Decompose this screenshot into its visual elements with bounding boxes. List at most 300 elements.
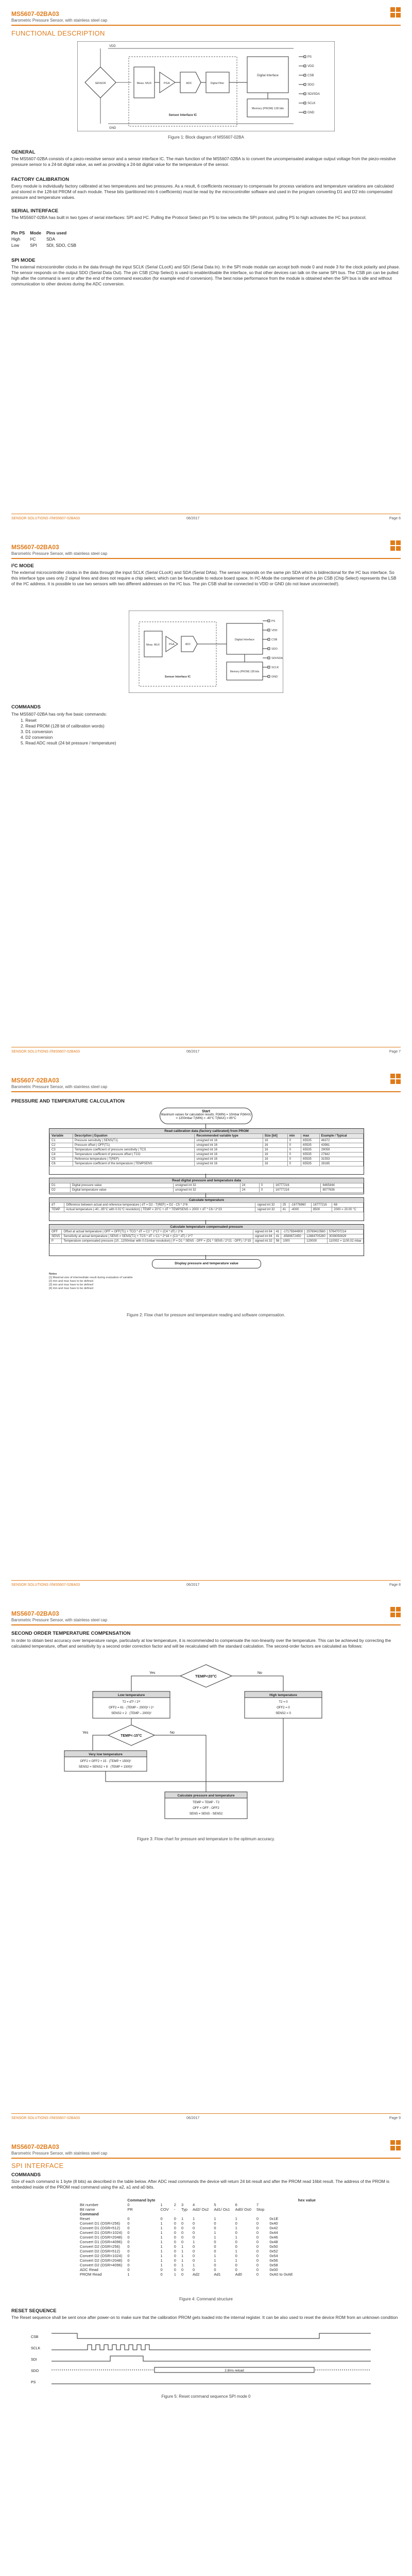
signal-label: SDI bbox=[31, 2358, 37, 2362]
digital-interface-label: Digital Interface bbox=[257, 74, 279, 77]
table-row bbox=[50, 1208, 364, 1212]
svg-text:Very low temperature: Very low temperature bbox=[89, 1753, 123, 1756]
temperature-table bbox=[49, 1202, 364, 1212]
pga-label: PGA bbox=[169, 643, 175, 646]
second-order-heading: SECOND ORDER TEMPERATURE COMPENSATION bbox=[11, 1631, 131, 1636]
footer-left: SENSOR SOLUTIONS ///MS5607-02BA03 bbox=[11, 517, 80, 520]
table-cell: SENS bbox=[50, 1234, 62, 1239]
table-cell: 0 bbox=[235, 2267, 237, 2272]
table-cell: 0 bbox=[127, 2230, 130, 2235]
pin-label: VDD bbox=[307, 65, 314, 68]
table-header: Mode bbox=[30, 230, 41, 235]
table-cell: 1 bbox=[127, 2272, 130, 2277]
table-cell: 0 bbox=[259, 1188, 273, 1193]
table-cell: 0 bbox=[127, 2267, 130, 2272]
table-cell: 0 bbox=[193, 2258, 195, 2263]
calculate-pt-box bbox=[165, 1792, 247, 1819]
table-cell: 0 bbox=[235, 2230, 237, 2235]
vdd-label: VDD bbox=[109, 45, 116, 48]
command-table bbox=[77, 2198, 318, 2277]
pin-label: GND bbox=[271, 675, 278, 679]
table-cell: 1000 bbox=[281, 1239, 305, 1244]
svg-text:OFF2 = OFF2 + 15 · (TEMP + 150: OFF2 = OFF2 + 15 · (TEMP + 1500)² bbox=[80, 1760, 131, 1763]
table-cell: 1 bbox=[181, 2244, 184, 2249]
table-cell: Ad1 bbox=[214, 2272, 221, 2277]
table-cell: 25769410560 bbox=[305, 1230, 328, 1234]
figure-5-caption: Figure 5: Reset command sequence SPI mode 0 bbox=[161, 2394, 251, 2399]
table-cell: 0 bbox=[181, 2267, 184, 2272]
table-cell: 24 bbox=[240, 1183, 259, 1188]
table-cell: 0 bbox=[287, 1157, 301, 1162]
page-9 bbox=[0, 1600, 412, 2133]
signal-label: CSB bbox=[31, 2335, 39, 2339]
table-cell: 1 bbox=[160, 2249, 163, 2253]
sensor-interface-label: Sensor Interface IC bbox=[164, 675, 191, 679]
svg-text:T2 = dT² / 2³¹: T2 = dT² / 2³¹ bbox=[122, 1701, 141, 1704]
dig-block bbox=[49, 1178, 364, 1194]
table-cell: 0x42 bbox=[269, 2226, 278, 2230]
te-logo-icon bbox=[390, 2140, 401, 2150]
footer-left: SENSOR SOLUTIONS ///MS5607-02BA03 bbox=[11, 1050, 80, 1054]
yes-label: Yes bbox=[82, 1731, 89, 1735]
table-cell: 0 bbox=[256, 2263, 259, 2267]
note-item: [3] min and max have to be defined bbox=[49, 1283, 93, 1286]
table-cell: 1 bbox=[193, 2240, 195, 2244]
table-cell: C4 bbox=[50, 1153, 73, 1157]
table-cell: 0 bbox=[160, 2267, 163, 2272]
table-cell: 0 bbox=[181, 2272, 184, 2277]
table-cell: unsigned int 16 bbox=[195, 1153, 263, 1157]
i2c-mode-heading: I²C MODE bbox=[11, 563, 34, 569]
table-cell bbox=[211, 2198, 232, 2202]
table-row bbox=[77, 2253, 318, 2258]
table-cell: P bbox=[50, 1239, 62, 1244]
table-cell: -17179344900 bbox=[281, 1230, 305, 1234]
part-subtitle: Barometric Pressure Sensor, with stainless steel cap bbox=[11, 1618, 108, 1622]
part-subtitle: Barometric Pressure Sensor, with stainless steel cap bbox=[11, 551, 108, 556]
table-cell: 16777216 bbox=[273, 1183, 321, 1188]
table-cell: 0 bbox=[256, 2272, 259, 2277]
page-6 bbox=[0, 0, 412, 533]
table-cell: 1 bbox=[235, 2235, 237, 2240]
table-cell: 0x54 bbox=[269, 2253, 278, 2258]
table-cell: 1 bbox=[160, 2221, 163, 2226]
te-logo-icon bbox=[390, 1607, 401, 1617]
table-cell: 16 bbox=[263, 1153, 287, 1157]
table-cell: 0x50 bbox=[269, 2244, 278, 2249]
table-cell: 0 bbox=[174, 2244, 176, 2249]
table-cell: 0x00 bbox=[269, 2267, 278, 2272]
svg-text:SENS2 = 2 · (TEMP – 2000)²: SENS2 = 2 · (TEMP – 2000)² bbox=[111, 1712, 151, 1715]
table-row bbox=[77, 2240, 318, 2244]
table-cell: unsigned int 16 bbox=[195, 1157, 263, 1162]
table-cell: 0 bbox=[193, 2235, 195, 2240]
table-cell: 58 bbox=[274, 1239, 281, 1244]
table-cell: unsigned int 32 bbox=[174, 1188, 241, 1193]
table-cell: 5764707214 bbox=[327, 1230, 363, 1234]
i2c-mode-paragraph: The external microcontroller clocks in the data through the input SCLK (Serial CLocK) and SDA (Serial DAta). The sensor responds on the same pin SDA which is bidirectional for the I²C bus interface. So this interface type uses only 2 signal lines and does not require a chip select, which can be favourable to reduce board space. In I²C-Mode the complement of the pin CSB (Chip Select) represents the LSB of the I²C address. It is possible to use two sensors with two different addresses on the I²C bus. The pin CSB shall be connected to VDD or GND (do not leave unconnected!). bbox=[11, 570, 397, 586]
signal-label: PS bbox=[31, 2381, 36, 2384]
table-cell: 65535 bbox=[301, 1153, 319, 1157]
table-cell: Digital pressure value bbox=[70, 1183, 173, 1188]
table-cell: unsigned int 16 bbox=[195, 1139, 263, 1143]
table-cell: 0 bbox=[174, 2240, 176, 2244]
table-cell: 0 bbox=[181, 2226, 184, 2230]
table-cell: Temperature coefficient of the temperature | TEMPSENS bbox=[73, 1162, 194, 1166]
table-cell: 0 bbox=[127, 2202, 130, 2207]
table-cell: 29059 bbox=[319, 1148, 363, 1153]
table-cell: 0x56 bbox=[269, 2258, 278, 2263]
table-cell: 0x58 bbox=[269, 2263, 278, 2267]
table-cell: ADC Read bbox=[80, 2267, 98, 2272]
page-header bbox=[11, 1077, 401, 1092]
footer-date: 06/2017 bbox=[186, 517, 200, 520]
flowchart-2 bbox=[49, 1108, 363, 1311]
table-cell: D2 bbox=[50, 1188, 71, 1193]
table-cell: 0 bbox=[235, 2244, 237, 2249]
table-cell: 31553 bbox=[319, 1157, 363, 1162]
table-cell: 0 bbox=[127, 2263, 130, 2267]
table-row bbox=[50, 1157, 364, 1162]
table-cell: Ad2/ Os2 bbox=[193, 2207, 209, 2212]
table-cell: Pressure sensitivity | SENS(T1) bbox=[73, 1139, 194, 1143]
table-row bbox=[77, 2263, 318, 2267]
reset-timing-diagram bbox=[31, 2330, 381, 2392]
reload-label: 2.8ms reload bbox=[225, 2369, 244, 2372]
te-logo-icon bbox=[390, 540, 401, 551]
table-cell: -4000 bbox=[289, 1208, 312, 1212]
table-cell: 65535 bbox=[301, 1139, 319, 1143]
table-cell: Difference between actual and reference temperature | dT = D2 - T(REF) = D2 - C5 * 2^8 bbox=[64, 1203, 255, 1208]
note-item: [1] Maximal size of intermediate result during evaluation of variable bbox=[49, 1276, 133, 1279]
table-cell: D1 bbox=[50, 1183, 71, 1188]
pin-pad bbox=[304, 93, 306, 95]
general-paragraph: The MS5607-02BA consists of a piezo-resistive sensor and a sensor interface IC. The main function of the MS5607-02BA is to convert the uncompensated analogue output voltage from the piezo-resistive pressure sensor to a 24-bit digital value, as well as providing a 24-bit digital value for the temperature of the sensor. bbox=[11, 156, 396, 167]
part-number: MS5607-02BA03 bbox=[11, 544, 59, 551]
table-cell: 1 bbox=[160, 2258, 163, 2263]
decision-temp-minus15 bbox=[108, 1725, 154, 1745]
table-cell: 1 bbox=[181, 2249, 184, 2253]
table-cell: Digital temperature value bbox=[70, 1188, 173, 1193]
low-temperature-box bbox=[93, 1691, 170, 1718]
table-row bbox=[50, 1148, 364, 1153]
table-cell bbox=[179, 2198, 190, 2202]
table-cell: 0 bbox=[287, 1153, 301, 1157]
decision-temp-20 bbox=[180, 1665, 232, 1687]
note-item: [4] min and max have to be defined bbox=[49, 1287, 93, 1290]
pin-label: SDI/SDA bbox=[307, 93, 320, 96]
svg-text:OFF2 = 0: OFF2 = 0 bbox=[277, 1706, 290, 1709]
table-cell: 4 bbox=[193, 2202, 195, 2207]
table-cell: 0 bbox=[181, 2240, 184, 2244]
note-item: [2] min and max have to be defined bbox=[49, 1280, 93, 1283]
table-cell: 0 bbox=[256, 2226, 259, 2230]
pin-pad bbox=[304, 83, 306, 86]
figure-4-caption: Figure 4: Command structure bbox=[179, 2297, 233, 2301]
table-row bbox=[77, 2202, 318, 2207]
signal-label: SDO bbox=[31, 2369, 39, 2373]
table-cell: 65535 bbox=[301, 1143, 319, 1148]
table-cell: 16777216 bbox=[273, 1188, 321, 1193]
figure-1-caption: Figure 1: Block diagram of MS5607-02BA bbox=[168, 135, 244, 140]
table-cell: - bbox=[174, 2207, 176, 2212]
pin-label: CSB bbox=[307, 74, 314, 77]
notes bbox=[49, 1273, 133, 1291]
table-cell: 0 bbox=[256, 2267, 259, 2272]
table-cell: 0 bbox=[181, 2230, 184, 2235]
svg-text:SENS2 = 0: SENS2 = 0 bbox=[276, 1712, 291, 1715]
list-item: 1. Reset bbox=[21, 718, 37, 723]
table-cell: PROM Read bbox=[80, 2272, 102, 2277]
table-cell: C6 bbox=[50, 1162, 73, 1166]
table-cell: Bit name bbox=[80, 2207, 95, 2212]
table-cell: Ad2 bbox=[193, 2272, 200, 2277]
table-cell: signed int 64 bbox=[253, 1234, 274, 1239]
yes-label: Yes bbox=[149, 1671, 156, 1675]
table-cell bbox=[267, 2202, 295, 2207]
table-header: Pins used bbox=[46, 230, 67, 235]
pin-label: GND bbox=[307, 111, 315, 114]
cal-block bbox=[49, 1128, 364, 1175]
part-subtitle: Barometric Pressure Sensor, with stainless steel cap bbox=[11, 2151, 108, 2156]
spi-commands-paragraph: Size of each command is 1 byte (8 bits) as described in the table below. After ADC read commands the device will return 24 bit result and after the PROM read 16bit result. The address of the PROM is embedded inside of the PROM read command using the a2, a1 and a0 bits. bbox=[11, 2179, 390, 2190]
table-cell: 8077636 bbox=[321, 1188, 364, 1193]
table-cell: 3039050829 bbox=[327, 1234, 363, 1239]
table-cell: 65535 bbox=[301, 1157, 319, 1162]
start-node bbox=[160, 1108, 252, 1124]
pres-block bbox=[49, 1224, 364, 1256]
table-header: Description | Equation bbox=[73, 1134, 194, 1139]
te-logo-icon bbox=[390, 1074, 401, 1084]
table-row bbox=[77, 2272, 318, 2277]
table-cell: 0 bbox=[256, 2230, 259, 2235]
page-header bbox=[11, 2143, 401, 2159]
sensor-label: SENSOR bbox=[95, 82, 106, 85]
table-cell: 1 bbox=[214, 2235, 216, 2240]
table-row bbox=[77, 2207, 318, 2212]
pin-pad bbox=[268, 675, 270, 677]
table-header: Variable bbox=[50, 1134, 73, 1139]
table-row bbox=[50, 1230, 364, 1234]
table-cell: 0 bbox=[174, 2235, 176, 2240]
table-cell bbox=[158, 2198, 171, 2202]
table-row bbox=[50, 1183, 364, 1188]
page-8 bbox=[0, 1066, 412, 1600]
table-cell: Stop bbox=[256, 2207, 265, 2212]
memory-label: Memory (PROM) 128 bits bbox=[251, 107, 284, 110]
part-number: MS5607-02BA03 bbox=[11, 1077, 59, 1084]
table-row bbox=[50, 1234, 364, 1239]
list-item: 5. Read ADC result (24 bit pressure / temperature) bbox=[21, 740, 116, 745]
table-cell: 41 bbox=[274, 1234, 281, 1239]
table-cell: 0 bbox=[127, 2216, 130, 2221]
serial-interface-heading: SERIAL INTERFACE bbox=[11, 208, 59, 214]
table-cell: 1 bbox=[214, 2258, 216, 2263]
table-cell: Convert D1 (OSR=256) bbox=[80, 2221, 121, 2226]
table-cell: signed int 32 bbox=[255, 1208, 281, 1212]
table-cell: Pressure offset | OFF(T1) bbox=[73, 1143, 194, 1148]
table-cell: 1 bbox=[174, 2272, 176, 2277]
pin-label: PS bbox=[307, 56, 312, 59]
no-label: No bbox=[170, 1731, 175, 1735]
table-cell: hex value bbox=[298, 2198, 316, 2202]
read-dig-title: Read digital pressure and temperature data bbox=[49, 1178, 364, 1183]
table-cell: 41 bbox=[281, 1208, 289, 1212]
table-row bbox=[50, 1188, 364, 1193]
table-cell bbox=[190, 2198, 211, 2202]
table-cell: signed int 32 bbox=[253, 1239, 274, 1244]
table-cell: 0 bbox=[235, 2221, 237, 2226]
svg-text:High temperature: High temperature bbox=[269, 1693, 297, 1697]
table-row bbox=[11, 242, 81, 248]
table-cell: 0 bbox=[174, 2249, 176, 2253]
table-cell: 16777216 bbox=[311, 1203, 332, 1208]
pin-pad bbox=[268, 657, 270, 659]
table-header: min bbox=[287, 1134, 301, 1139]
table-row bbox=[77, 2258, 318, 2263]
table-cell: 0 bbox=[214, 2226, 216, 2230]
pin-label: SDO bbox=[271, 648, 278, 651]
digital-interface-label: Digital Interface bbox=[234, 638, 255, 641]
table-cell: Sensitivity at actual temperature | SENS = SENS(T1) + TCS * dT = C1 * 2^16 + (C3 * dT) / 2^7 bbox=[62, 1234, 253, 1239]
table-cell: 3 bbox=[181, 2202, 184, 2207]
footer-page: Page 7 bbox=[389, 1050, 401, 1054]
table-cell: Bit number bbox=[80, 2202, 99, 2207]
table-row bbox=[50, 1153, 364, 1157]
table-cell: 0 bbox=[181, 2235, 184, 2240]
table-cell: COV bbox=[160, 2207, 169, 2212]
pt-calc-heading: PRESSURE AND TEMPERATURE CALCULATION bbox=[11, 1098, 125, 1104]
part-number: MS5607-02BA03 bbox=[11, 2143, 59, 2150]
spi-mode-heading: SPI MODE bbox=[11, 258, 36, 263]
table-cell: 0 bbox=[256, 2249, 259, 2253]
display-node: Display pressure and temperature value bbox=[152, 1259, 261, 1268]
footer-page: Page 9 bbox=[389, 2116, 401, 2120]
table-row bbox=[77, 2230, 318, 2235]
table-cell: 0 bbox=[214, 2240, 216, 2244]
part-subtitle: Barometric Pressure Sensor, with stainless steel cap bbox=[11, 1084, 108, 1089]
table-row bbox=[77, 2198, 318, 2202]
table-cell: 1 bbox=[235, 2258, 237, 2263]
table-cell: SDI, SDO, CSB bbox=[46, 243, 77, 248]
table-cell: 0 bbox=[181, 2221, 184, 2226]
pin-pad bbox=[268, 620, 270, 622]
svg-text:TEMP<20°C: TEMP<20°C bbox=[195, 1674, 217, 1679]
table-cell: 0 bbox=[193, 2226, 195, 2230]
start-label: Start bbox=[202, 1110, 210, 1113]
table-cell: 6 bbox=[235, 2202, 237, 2207]
table-cell: Convert D2 (OSR=256) bbox=[80, 2244, 121, 2249]
table-cell: 0 bbox=[174, 2216, 176, 2221]
table-cell: 0xA0 to 0xAE bbox=[269, 2272, 293, 2277]
table-cell: 28165 bbox=[319, 1162, 363, 1166]
footer-left: SENSOR SOLUTIONS ///MS5607-02BA03 bbox=[11, 2116, 80, 2120]
table-cell: 0 bbox=[174, 2221, 176, 2226]
table-row bbox=[77, 2235, 318, 2240]
table-cell: 0 bbox=[127, 2253, 130, 2258]
table-cell: 0 bbox=[174, 2230, 176, 2235]
table-row bbox=[77, 2267, 318, 2272]
table-cell: 1 bbox=[160, 2263, 163, 2267]
table-cell: 46372 bbox=[319, 1139, 363, 1143]
table-cell: Offset at actual temperature | OFF = OFF(T1) + TCO * dT = C2 * 2^17 + (C4 * dT) / 2^6 bbox=[62, 1230, 253, 1234]
table-cell: 41 bbox=[274, 1230, 281, 1234]
table-cell: C1 bbox=[50, 1139, 73, 1143]
table-cell: 43981 bbox=[319, 1143, 363, 1148]
protocol-select-table bbox=[11, 230, 81, 248]
sclk-waveform bbox=[52, 2345, 371, 2350]
table-cell: 5 bbox=[214, 2202, 216, 2207]
table-cell: 0 bbox=[174, 2258, 176, 2263]
table-cell: 0 bbox=[214, 2267, 216, 2272]
part-subtitle: Barometric Pressure Sensor, with stainless steel cap bbox=[11, 18, 108, 23]
table-cell: 0 bbox=[287, 1143, 301, 1148]
serial-interface-paragraph: The MS5607-02BA has built in two types of serial interfaces: SPI and I²C. Pulling the Protocol Select pin PS to low selects the SPI protocol, pulling PS to high activates the I²C bus protocol. bbox=[11, 215, 367, 220]
table-cell: 16 bbox=[263, 1139, 287, 1143]
pin-pad bbox=[268, 638, 270, 640]
table-cell: Convert D2 (OSR=512) bbox=[80, 2249, 121, 2253]
table-cell: 2 bbox=[174, 2202, 176, 2207]
part-number: MS5607-02BA03 bbox=[11, 10, 59, 18]
memory-label: Memory (PROM) 128 bits bbox=[230, 670, 260, 673]
table-cell: 0 bbox=[256, 2253, 259, 2258]
table-cell: 0 bbox=[127, 2244, 130, 2249]
table-cell: Reset bbox=[80, 2216, 90, 2221]
meas-mux-label: Meas. MUX bbox=[136, 82, 152, 85]
page-footer bbox=[11, 1580, 401, 1590]
meas-mux-label: Meas. MUX bbox=[146, 643, 160, 647]
table-cell: 68 bbox=[332, 1203, 364, 1208]
table-cell: unsigned int 16 bbox=[195, 1148, 263, 1153]
pin-pad bbox=[268, 666, 270, 668]
table-cell: Typ bbox=[181, 2207, 188, 2212]
table-header: Size [bit] bbox=[263, 1134, 287, 1139]
table-row bbox=[50, 1239, 364, 1244]
table-cell: Low bbox=[11, 243, 20, 248]
table-cell: unsigned int 32 bbox=[174, 1183, 241, 1188]
table-cell: 1 bbox=[214, 2230, 216, 2235]
table-cell: Convert D1 (OSR=512) bbox=[80, 2226, 121, 2230]
table-cell: 0 bbox=[214, 2263, 216, 2267]
table-cell: C3 bbox=[50, 1148, 73, 1153]
table-cell: Command byte bbox=[127, 2198, 156, 2202]
table-cell: High bbox=[11, 236, 21, 242]
note-title: Notes bbox=[49, 1273, 57, 1276]
table-cell: 6465444 bbox=[321, 1183, 364, 1188]
table-cell: 65535 bbox=[301, 1162, 319, 1166]
table-cell: Temperature coefficient of pressure offset | TCO bbox=[73, 1153, 194, 1157]
table-cell: 7 bbox=[256, 2202, 259, 2207]
te-logo-icon bbox=[390, 7, 401, 18]
table-cell: 12884705280 bbox=[305, 1234, 328, 1239]
factory-calibration-paragraph: Every module is individually factory calibrated at two temperatures and two pressures. As a result, 6 coefficients necessary to compensate for process variations and temperature variations are calculated and stored in the 128-bit PROM of each module. These bits (partitioned into 6 coefficients) must be read by the microcontroller software and used in the program converting D1 and D2 into compensated pressure and temperature values. bbox=[11, 183, 394, 200]
svg-text:Calculate pressure and tempera: Calculate pressure and temperature bbox=[177, 1794, 235, 1798]
very-low-temperature-box bbox=[64, 1751, 147, 1771]
table-row bbox=[77, 2226, 318, 2230]
table-cell: 0 bbox=[235, 2263, 237, 2267]
list-item: 2. Read PROM (128 bit of calibration words) bbox=[21, 723, 105, 728]
table-cell: 0 bbox=[174, 2263, 176, 2267]
reset-heading: RESET SEQUENCE bbox=[11, 2308, 57, 2314]
part-number: MS5607-02BA03 bbox=[11, 1610, 59, 1617]
commands-heading: COMMANDS bbox=[11, 704, 41, 710]
sdi-waveform bbox=[52, 2356, 371, 2361]
figure-3-caption: Figure 3: Flow chart for pressure and temperature to the optimum accuracy. bbox=[137, 1837, 275, 1841]
table-cell: 1 bbox=[235, 2216, 237, 2221]
table-cell: 0 bbox=[287, 1148, 301, 1153]
table-cell: 0 bbox=[256, 2216, 259, 2221]
table-cell: 1 bbox=[160, 2226, 163, 2230]
